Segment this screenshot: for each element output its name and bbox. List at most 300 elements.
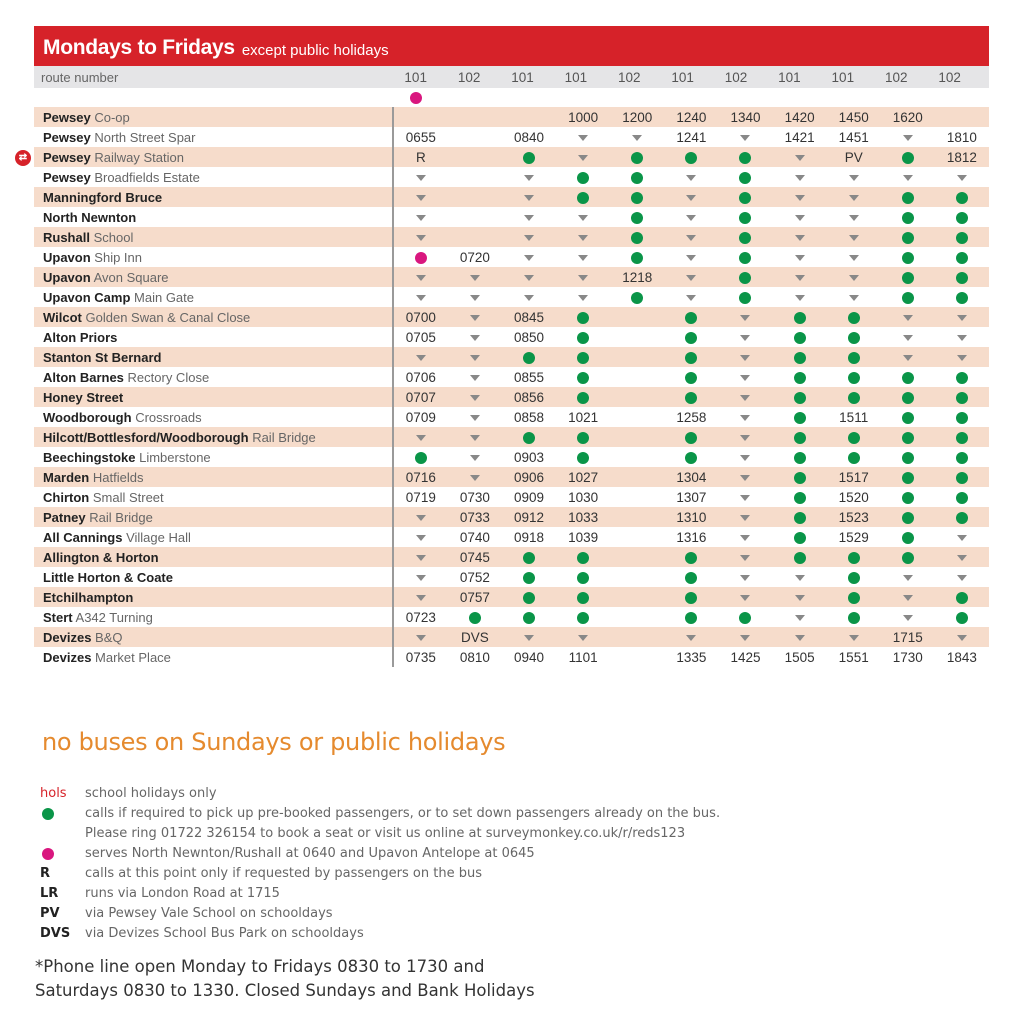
stop-detail: Main Gate bbox=[134, 289, 195, 305]
does-not-stop-icon bbox=[957, 575, 967, 581]
does-not-stop-icon bbox=[740, 595, 750, 601]
departure-time bbox=[935, 427, 989, 447]
legend-item bbox=[40, 904, 940, 924]
does-not-stop-icon bbox=[470, 395, 480, 401]
rail-station-icon: ⇄ bbox=[15, 150, 31, 166]
route-number-label: route number bbox=[41, 69, 119, 85]
request-stop-icon bbox=[794, 432, 806, 444]
departure-time bbox=[610, 427, 664, 447]
request-stop-icon bbox=[577, 312, 589, 324]
stop-locality: Little Horton & Coate bbox=[43, 569, 173, 585]
timetable-row bbox=[34, 347, 989, 367]
departure-time bbox=[881, 467, 935, 487]
does-not-stop-icon bbox=[740, 455, 750, 461]
departure-time: 1218 bbox=[610, 267, 664, 287]
legend-text: runs via London Road at 1715 bbox=[85, 886, 280, 901]
timetable-row bbox=[34, 547, 989, 567]
request-stop-icon bbox=[523, 152, 535, 164]
request-stop-icon bbox=[794, 312, 806, 324]
departure-time bbox=[502, 147, 556, 167]
departure-time bbox=[773, 167, 827, 187]
departure-time bbox=[827, 167, 881, 187]
departure-time: 1316 bbox=[676, 529, 707, 545]
departure-time: 1425 bbox=[730, 649, 761, 665]
does-not-stop-icon bbox=[578, 255, 588, 261]
departure-time: 0706 bbox=[405, 369, 436, 385]
departure-time bbox=[881, 527, 935, 547]
route-note-empty bbox=[496, 90, 549, 105]
does-not-stop-icon bbox=[903, 355, 913, 361]
departure-time: 1033 bbox=[556, 507, 610, 527]
departure-time bbox=[827, 307, 881, 327]
request-stop-icon bbox=[956, 492, 968, 504]
phone-note-line2: Saturdays 0830 to 1330. Closed Sundays and Bank Holidays bbox=[35, 981, 535, 1000]
departure-time bbox=[394, 167, 448, 187]
departure-time: 0810 bbox=[459, 649, 490, 665]
departure-time bbox=[827, 267, 881, 287]
departure-time bbox=[827, 427, 881, 447]
does-not-stop-icon bbox=[740, 495, 750, 501]
stop-locality: All Cannings bbox=[43, 529, 123, 545]
departure-time bbox=[881, 147, 935, 167]
departure-time bbox=[773, 187, 827, 207]
does-not-stop-icon bbox=[416, 515, 426, 521]
timetable-banner bbox=[34, 26, 989, 66]
request-stop-icon bbox=[631, 232, 643, 244]
departure-time bbox=[773, 407, 827, 427]
request-stop-icon bbox=[523, 432, 535, 444]
request-stop-icon bbox=[902, 272, 914, 284]
timetable-row bbox=[34, 287, 989, 307]
route-note-icon bbox=[389, 90, 442, 105]
request-stop-icon bbox=[631, 252, 643, 264]
departure-time bbox=[664, 427, 718, 447]
departure-time bbox=[448, 307, 502, 327]
stop-locality: Marden bbox=[43, 469, 90, 485]
request-stop-icon bbox=[956, 392, 968, 404]
departure-time bbox=[610, 207, 664, 227]
does-not-stop-icon bbox=[849, 195, 859, 201]
departure-time: 0700 bbox=[394, 307, 448, 327]
special-service-icon bbox=[415, 252, 427, 264]
departure-time bbox=[394, 427, 448, 447]
does-not-stop-icon bbox=[795, 295, 805, 301]
departure-time: 1529 bbox=[838, 529, 869, 545]
request-stop-icon bbox=[848, 392, 860, 404]
does-not-stop-icon bbox=[795, 575, 805, 581]
request-stop-icon bbox=[794, 452, 806, 464]
route-note-empty bbox=[656, 90, 709, 105]
departure-time bbox=[664, 227, 718, 247]
departure-time bbox=[394, 507, 448, 527]
departure-time bbox=[448, 167, 502, 187]
timetable-row bbox=[34, 127, 989, 147]
request-stop-icon bbox=[523, 572, 535, 584]
stop-detail: B&Q bbox=[95, 629, 123, 645]
legend-key bbox=[40, 844, 85, 864]
request-stop-icon bbox=[577, 352, 589, 364]
departure-time bbox=[881, 607, 935, 627]
legend-item bbox=[40, 924, 940, 944]
departure-time bbox=[664, 327, 718, 347]
departure-time bbox=[664, 587, 718, 607]
departure-time bbox=[718, 207, 772, 227]
departure-time: 0745 bbox=[448, 547, 502, 567]
request-stop-icon bbox=[848, 452, 860, 464]
route-number: 102 bbox=[884, 69, 908, 85]
departure-time bbox=[935, 507, 989, 527]
does-not-stop-icon bbox=[849, 275, 859, 281]
request-stop-icon bbox=[577, 572, 589, 584]
departure-time bbox=[935, 447, 989, 467]
request-stop-icon bbox=[577, 592, 589, 604]
departure-time bbox=[773, 147, 827, 167]
stop-name bbox=[34, 367, 392, 387]
stop-name bbox=[34, 147, 392, 167]
departure-time: 1335 bbox=[676, 649, 707, 665]
departure-time bbox=[448, 347, 502, 367]
departure-time bbox=[881, 507, 935, 527]
departure-time bbox=[773, 487, 827, 507]
departure-time: 1420 bbox=[773, 107, 827, 127]
stop-locality: Devizes bbox=[43, 629, 92, 645]
departure-time bbox=[664, 567, 718, 587]
departure-time bbox=[610, 527, 664, 547]
departure-time bbox=[610, 607, 664, 627]
departure-time bbox=[935, 167, 989, 187]
does-not-stop-icon bbox=[849, 175, 859, 181]
legend-text: school holidays only bbox=[85, 786, 217, 801]
does-not-stop-icon bbox=[903, 175, 913, 181]
departure-time bbox=[935, 407, 989, 427]
stop-detail: Railway Station bbox=[94, 149, 184, 165]
timetable-row bbox=[34, 307, 989, 327]
does-not-stop-icon bbox=[740, 415, 750, 421]
legend-text: calls if required to pick up pre-booked passengers, or to set down passengers already on the bus. Please ring 01722 326154 to book a seat or visit us online at surveymonkey.co.uk/r/reds123 bbox=[85, 806, 721, 841]
departure-time bbox=[664, 147, 718, 167]
departure-time bbox=[610, 127, 664, 147]
request-stop-icon bbox=[685, 612, 697, 624]
departure-time: 0909 bbox=[514, 489, 545, 505]
does-not-stop-icon bbox=[740, 315, 750, 321]
departure-time: 0840 bbox=[514, 129, 545, 145]
departure-time bbox=[773, 227, 827, 247]
departure-time: 0752 bbox=[459, 569, 490, 585]
departure-time bbox=[881, 587, 935, 607]
departure-time bbox=[502, 627, 556, 647]
departure-time bbox=[881, 187, 935, 207]
departure-time bbox=[610, 307, 664, 327]
stop-locality: Manningford Bruce bbox=[43, 189, 163, 205]
request-stop-icon bbox=[848, 312, 860, 324]
does-not-stop-icon bbox=[957, 535, 967, 541]
request-stop-icon bbox=[631, 212, 643, 224]
departure-time bbox=[556, 327, 610, 347]
does-not-stop-icon bbox=[957, 555, 967, 561]
request-stop-icon bbox=[902, 252, 914, 264]
timetable-row bbox=[34, 607, 989, 627]
departure-time bbox=[556, 247, 610, 267]
does-not-stop-icon bbox=[740, 535, 750, 541]
departure-time: 1730 bbox=[892, 649, 923, 665]
does-not-stop-icon bbox=[470, 415, 480, 421]
timetable-row bbox=[34, 487, 989, 507]
request-stop-icon bbox=[956, 432, 968, 444]
stop-name bbox=[34, 487, 392, 507]
departure-time bbox=[718, 547, 772, 567]
departure-time bbox=[881, 267, 935, 287]
stop-locality: Honey Street bbox=[43, 389, 124, 405]
stop-name bbox=[34, 247, 392, 267]
stop-name bbox=[34, 347, 392, 367]
does-not-stop-icon bbox=[686, 215, 696, 221]
route-number: 101 bbox=[564, 69, 588, 85]
departure-time: 1200 bbox=[610, 107, 664, 127]
departure-time bbox=[448, 287, 502, 307]
stop-locality: Upavon bbox=[43, 249, 91, 265]
does-not-stop-icon bbox=[470, 435, 480, 441]
departure-time bbox=[881, 427, 935, 447]
does-not-stop-icon bbox=[849, 235, 859, 241]
departure-time bbox=[773, 347, 827, 367]
request-stop-icon bbox=[794, 512, 806, 524]
departure-time bbox=[827, 287, 881, 307]
departure-time bbox=[718, 347, 772, 367]
legend-item bbox=[40, 784, 940, 804]
departure-time bbox=[610, 367, 664, 387]
departure-time bbox=[664, 347, 718, 367]
departure-time bbox=[935, 467, 989, 487]
stop-locality: Wilcot bbox=[43, 309, 82, 325]
departure-time bbox=[881, 287, 935, 307]
departure-time bbox=[556, 207, 610, 227]
stop-name bbox=[34, 307, 392, 327]
does-not-stop-icon bbox=[903, 135, 913, 141]
request-stop-icon bbox=[685, 552, 697, 564]
departure-time bbox=[718, 127, 772, 147]
stop-detail: Rectory Close bbox=[127, 369, 210, 385]
departure-time bbox=[935, 227, 989, 247]
stop-locality: Beechingstoke bbox=[43, 449, 136, 465]
timetable-row bbox=[34, 407, 989, 427]
departure-time: 1843 bbox=[946, 649, 977, 665]
departure-time bbox=[610, 487, 664, 507]
request-stop-icon bbox=[794, 372, 806, 384]
request-stop-icon bbox=[523, 592, 535, 604]
departure-time bbox=[881, 547, 935, 567]
departure-time bbox=[935, 587, 989, 607]
request-stop-icon bbox=[631, 172, 643, 184]
stop-locality: Allington & Horton bbox=[43, 549, 159, 565]
stop-locality: Alton Priors bbox=[43, 329, 118, 345]
departure-time bbox=[881, 167, 935, 187]
does-not-stop-icon bbox=[524, 275, 534, 281]
departure-time bbox=[664, 367, 718, 387]
departure-time bbox=[448, 607, 502, 627]
request-stop-icon bbox=[685, 432, 697, 444]
request-stop-icon bbox=[848, 432, 860, 444]
stop-detail: Market Place bbox=[95, 649, 171, 665]
departure-time bbox=[718, 607, 772, 627]
departure-time bbox=[556, 287, 610, 307]
departure-time bbox=[773, 387, 827, 407]
request-stop-icon bbox=[739, 192, 751, 204]
departure-time bbox=[556, 547, 610, 567]
special-service-icon bbox=[42, 848, 54, 860]
days-title: Mondays to Fridays bbox=[43, 36, 235, 59]
departure-time: 0856 bbox=[502, 387, 556, 407]
does-not-stop-icon bbox=[849, 295, 859, 301]
departure-time bbox=[718, 527, 772, 547]
does-not-stop-icon bbox=[686, 635, 696, 641]
departure-time bbox=[773, 507, 827, 527]
request-stop-icon bbox=[631, 152, 643, 164]
request-stop-icon bbox=[739, 172, 751, 184]
stop-name bbox=[34, 567, 392, 587]
departure-time bbox=[502, 167, 556, 187]
does-not-stop-icon bbox=[740, 355, 750, 361]
request-stop-icon bbox=[794, 352, 806, 364]
departure-time bbox=[556, 587, 610, 607]
does-not-stop-icon bbox=[740, 475, 750, 481]
request-stop-icon bbox=[631, 292, 643, 304]
stop-detail: North Street Spar bbox=[94, 129, 196, 145]
request-stop-icon bbox=[577, 452, 589, 464]
departure-time bbox=[773, 587, 827, 607]
route-number: 101 bbox=[404, 69, 427, 85]
does-not-stop-icon bbox=[470, 295, 480, 301]
request-stop-icon bbox=[739, 212, 751, 224]
departure-time bbox=[935, 107, 989, 127]
timetable-row bbox=[34, 147, 989, 167]
legend-item bbox=[40, 884, 940, 904]
departure-time bbox=[394, 567, 448, 587]
does-not-stop-icon bbox=[903, 575, 913, 581]
departure-time bbox=[556, 187, 610, 207]
departure-time bbox=[827, 547, 881, 567]
departure-time bbox=[556, 167, 610, 187]
departure-time bbox=[610, 627, 664, 647]
departure-time: 0855 bbox=[514, 369, 545, 385]
departure-time bbox=[502, 347, 556, 367]
does-not-stop-icon bbox=[957, 315, 967, 321]
departure-time bbox=[556, 567, 610, 587]
timetable-row bbox=[34, 167, 989, 187]
departure-time bbox=[610, 387, 664, 407]
request-stop-icon bbox=[577, 552, 589, 564]
departure-time bbox=[827, 387, 881, 407]
route-number: 101 bbox=[671, 69, 694, 85]
stop-detail: Crossroads bbox=[135, 409, 202, 425]
departure-time bbox=[502, 567, 556, 587]
legend-text: via Pewsey Vale School on schooldays bbox=[85, 906, 333, 921]
departure-time bbox=[610, 347, 664, 367]
departure-time: 0912 bbox=[502, 507, 556, 527]
request-stop-icon bbox=[902, 372, 914, 384]
does-not-stop-icon bbox=[686, 255, 696, 261]
departure-time bbox=[773, 547, 827, 567]
departure-time bbox=[718, 587, 772, 607]
timetable-row bbox=[34, 187, 989, 207]
departure-time bbox=[394, 627, 448, 647]
stop-locality: North Newnton bbox=[43, 209, 137, 225]
departure-time bbox=[664, 167, 718, 187]
departure-time bbox=[935, 347, 989, 367]
stop-locality: Stert bbox=[43, 609, 73, 625]
stop-locality: Chirton bbox=[43, 489, 90, 505]
stop-detail: A342 Turning bbox=[75, 609, 153, 625]
departure-time bbox=[394, 207, 448, 227]
departure-time bbox=[881, 487, 935, 507]
timetable bbox=[34, 26, 989, 667]
departure-time bbox=[773, 247, 827, 267]
timetable-row bbox=[34, 387, 989, 407]
departure-time bbox=[718, 307, 772, 327]
departure-time bbox=[556, 267, 610, 287]
legend-text: serves North Newnton/Rushall at 0640 and Upavon Antelope at 0645 bbox=[85, 846, 535, 861]
departure-time bbox=[881, 567, 935, 587]
departure-time bbox=[718, 327, 772, 347]
does-not-stop-icon bbox=[470, 355, 480, 361]
does-not-stop-icon bbox=[416, 235, 426, 241]
request-stop-icon bbox=[848, 352, 860, 364]
does-not-stop-icon bbox=[740, 435, 750, 441]
request-stop-icon bbox=[902, 432, 914, 444]
departure-time bbox=[773, 607, 827, 627]
departure-time bbox=[664, 447, 718, 467]
departure-time bbox=[935, 207, 989, 227]
departure-time bbox=[827, 587, 881, 607]
departure-time: 1523 bbox=[827, 507, 881, 527]
departure-time: 0757 bbox=[448, 587, 502, 607]
stop-locality: Patney bbox=[43, 509, 86, 525]
timetable-row bbox=[34, 267, 989, 287]
does-not-stop-icon bbox=[849, 255, 859, 261]
stop-locality: Devizes bbox=[43, 649, 92, 665]
stop-name bbox=[34, 407, 392, 427]
request-stop-icon bbox=[902, 292, 914, 304]
departure-time bbox=[827, 627, 881, 647]
stop-name bbox=[34, 627, 392, 647]
departure-time bbox=[610, 647, 664, 667]
departure-time: 0709 bbox=[405, 409, 436, 425]
departure-time bbox=[935, 487, 989, 507]
route-number-row bbox=[34, 66, 989, 88]
stop-name bbox=[34, 127, 392, 147]
does-not-stop-icon bbox=[740, 135, 750, 141]
request-stop-icon bbox=[685, 372, 697, 384]
departure-time bbox=[881, 227, 935, 247]
request-stop-icon bbox=[739, 612, 751, 624]
departure-time: 1810 bbox=[946, 129, 977, 145]
special-service-icon bbox=[410, 92, 422, 104]
departure-time: 0720 bbox=[459, 249, 490, 265]
route-number: 102 bbox=[617, 69, 641, 85]
departure-time bbox=[394, 267, 448, 287]
request-stop-icon bbox=[956, 252, 968, 264]
request-stop-icon bbox=[523, 552, 535, 564]
departure-time bbox=[881, 387, 935, 407]
does-not-stop-icon bbox=[416, 295, 426, 301]
departure-time bbox=[448, 267, 502, 287]
departure-time bbox=[664, 307, 718, 327]
does-not-stop-icon bbox=[632, 135, 642, 141]
departure-time: 0730 bbox=[459, 489, 490, 505]
departure-time bbox=[827, 367, 881, 387]
route-note-empty bbox=[923, 90, 976, 105]
departure-time: 1715 bbox=[881, 627, 935, 647]
departure-time bbox=[448, 147, 502, 167]
